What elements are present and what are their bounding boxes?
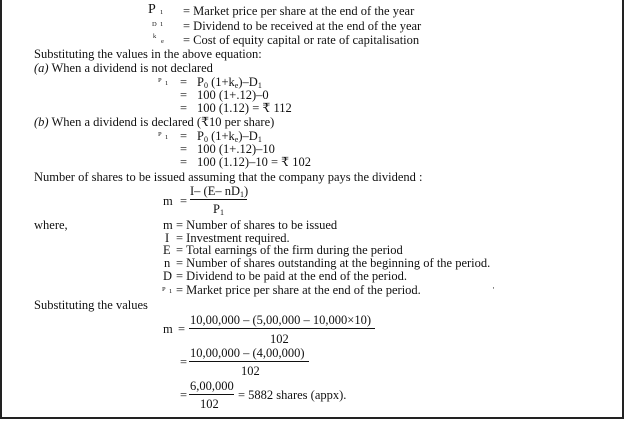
case-a-label: (a) (34, 61, 49, 75)
var-m-text: = Number of shares to be issued (176, 218, 338, 232)
calc-fraction-line-3 (189, 394, 234, 395)
formula-lhs: m (163, 194, 173, 208)
case-a-expr-3: 100 (1.12) = ₹ 112 (197, 101, 292, 115)
case-a-expr-2: 100 (1+.12)–0 (197, 88, 269, 102)
substituting-heading: Substituting the values in the above equation: (34, 47, 262, 61)
calc-eq-1: = (178, 322, 186, 336)
case-b-lhs-sub: 1 (165, 134, 169, 141)
case-a-eq-1: = (180, 75, 188, 89)
var-p1-symbol: P (162, 286, 166, 293)
calc-num-3: 6,00,000 (190, 379, 234, 393)
case-a-lhs: P (158, 77, 162, 84)
def-ke-symbol: k (153, 33, 157, 40)
def-ke-sub: e (161, 38, 164, 45)
def-p1-sub: 1 (160, 9, 164, 16)
var-p1-text: = Market price per share at the end of the period. (176, 283, 421, 297)
def-d1-text: = Dividend to be received at the end of the year (183, 19, 422, 33)
case-b-lhs: P (158, 131, 162, 138)
var-i-symbol: I (165, 231, 170, 245)
calc-num-1: 10,00,000 – (5,00,000 – 10,000×10) (190, 313, 371, 327)
def-d1-symbol: D (152, 21, 157, 28)
calc-fraction-line-1 (189, 328, 375, 329)
case-b-eq-2: = (180, 142, 188, 156)
var-i-text: = Investment required. (176, 231, 290, 245)
case-b-eq-3: = (180, 155, 188, 169)
calc-eq-2: = (180, 355, 188, 369)
def-p1-text: = Market price per share at the end of the year (183, 4, 415, 18)
formula-eq: = (180, 194, 188, 208)
calc-den-3: 102 (200, 397, 219, 411)
case-a-eq-3: = (180, 101, 188, 115)
var-e-text: = Total earnings of the firm during the period (176, 243, 403, 257)
var-d-text: = Dividend to be paid at the end of the period. (176, 269, 407, 283)
calc-den-2: 102 (241, 364, 260, 378)
formula-numerator: I– (E– $nD_1$) (190, 184, 249, 199)
calc-lhs: m (163, 322, 173, 336)
where-label: where, (34, 218, 68, 232)
case-b-expr-3: 100 (1.12)–10 = ₹ 102 (197, 155, 311, 169)
var-n-text: = Number of shares outstanding at the beginning of the period. (176, 256, 491, 270)
var-d-symbol: D (163, 269, 173, 283)
calc-den-1: 102 (270, 332, 289, 346)
shares-intro: Number of shares to be issued assuming that the company pays the dividend : (34, 170, 423, 184)
calc-fraction-line-2 (189, 361, 309, 362)
case-b-heading (34, 116, 274, 129)
var-p1-sub: 1 (169, 288, 173, 295)
case-b-text: When a dividend is declared (₹10 per share) (51, 115, 275, 129)
formula-fraction-line (190, 199, 247, 200)
var-e-symbol: E (163, 243, 171, 257)
var-n-symbol: n (164, 256, 171, 270)
def-d1-sub: 1 (160, 21, 164, 28)
case-b-expr-1: $P_0$ $(1+k_e)-D_1$ (197, 129, 262, 144)
case-a-lhs-sub: 1 (165, 80, 169, 87)
case-b-expr-2: 100 (1+.12)–10 (197, 142, 275, 156)
case-a-text: When a dividend is not declared (51, 61, 213, 75)
calc-result: = 5882 shares (appx). (238, 388, 347, 402)
formula-denominator: $P_1$ (213, 202, 224, 217)
case-b-label: (b) (34, 115, 49, 129)
speck-mark: · (492, 283, 495, 293)
var-m-symbol: m (163, 218, 173, 232)
def-p1-symbol: P (148, 2, 156, 17)
case-a-heading (34, 62, 213, 75)
def-ke-text: = Cost of equity capital or rate of capitalisation (183, 33, 420, 47)
case-b-eq-1: = (180, 129, 188, 143)
case-a-eq-2: = (180, 88, 188, 102)
case-a-expr-1: $P_0$ $(1+k_e)-D_1$ (197, 75, 262, 90)
calc-eq-3: = (180, 388, 188, 402)
calc-num-2: 10,00,000 – (4,00,000) (190, 346, 305, 360)
subst-values-label: Substituting the values (34, 298, 148, 312)
